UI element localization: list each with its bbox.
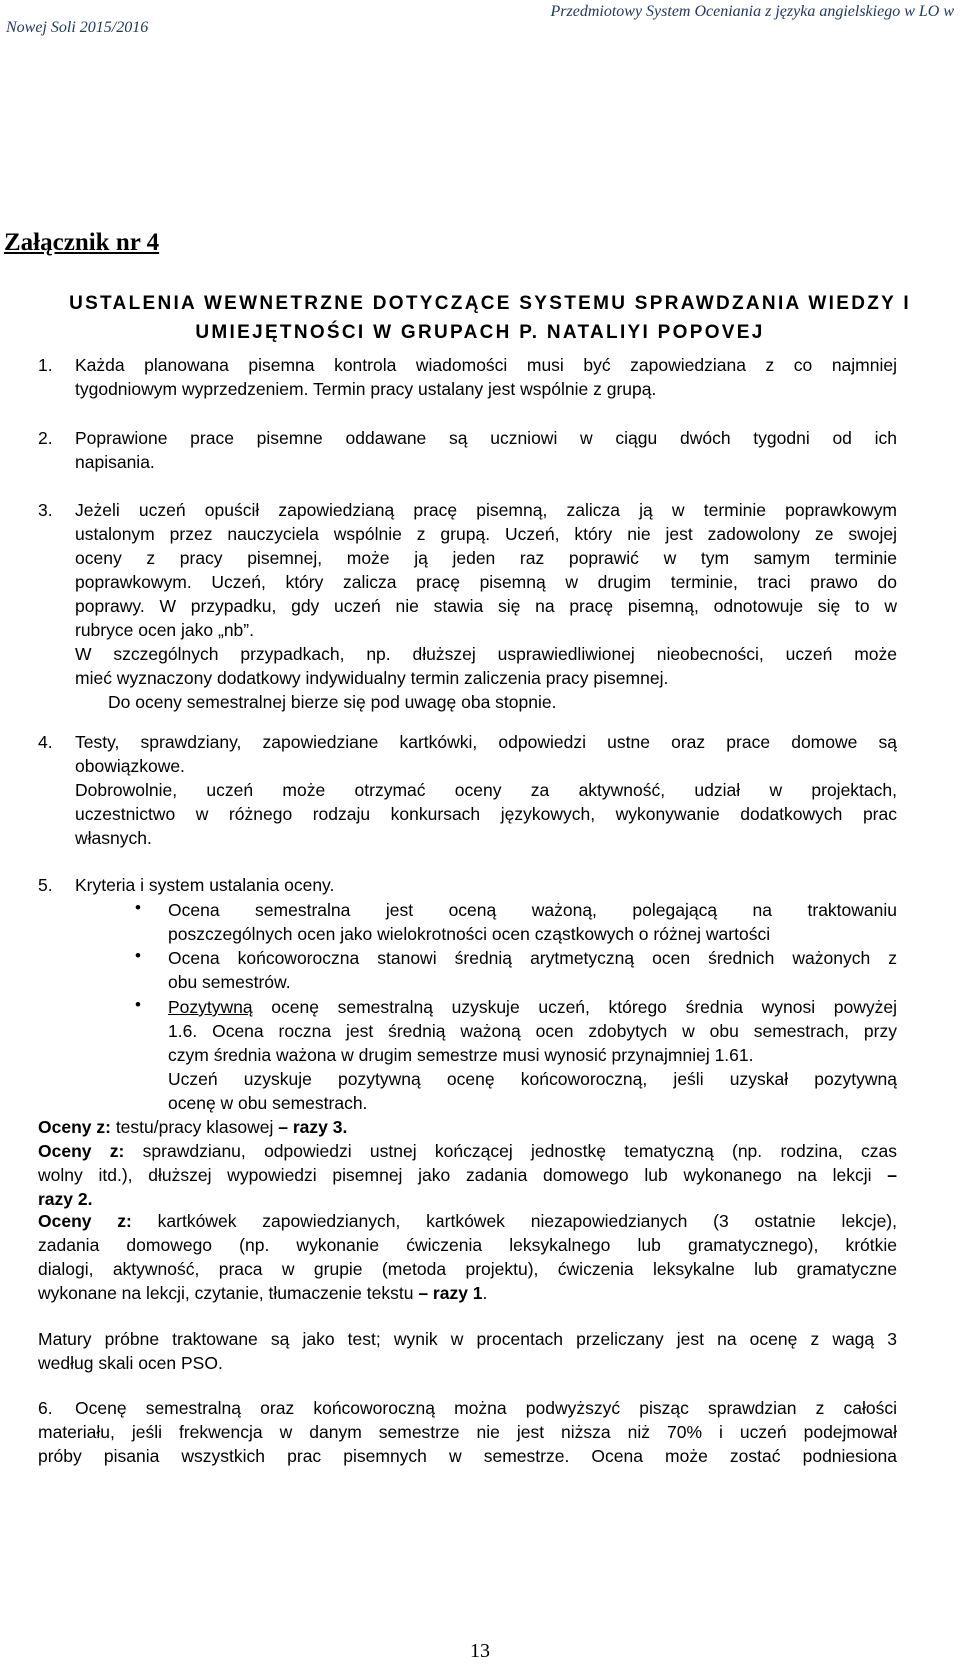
text-line: Poprawione prace pisemne oddawane są uczniowi w ciągu dwóch tygodni od ich — [75, 428, 897, 448]
matury-paragraph — [38, 1327, 897, 1375]
bullet-icon: • — [135, 995, 141, 1014]
text-line: obu semestrów. — [168, 972, 291, 992]
item-5-number: 5. — [38, 875, 53, 895]
text-line: dialogi, aktywność, praca w grupie (metoda projektu), ćwiczenia leksykalne lub gramatyczne — [38, 1259, 897, 1279]
text-line: W szczególnych przypadkach, np. dłuższej usprawiedliwionej nieobecności, uczeń może — [75, 644, 897, 664]
item-2-text — [75, 426, 897, 474]
underlined-word: Pozytywną — [168, 997, 253, 1017]
weight-dash: – — [887, 1165, 897, 1185]
bullet-icon: • — [135, 898, 141, 917]
text-line: 1.6. Ocena roczna jest średnią ważoną ocen zdobytych w obu semestrach, przy — [168, 1021, 897, 1041]
text-line: Kryteria i system ustalania oceny. — [75, 875, 335, 895]
text-line: próby pisania wszystkich prac pisemnych w semestrze. Ocena może zostać podniesiona — [38, 1446, 897, 1466]
text-line: Każda planowana pisemna kontrola wiadomości musi być zapowiedziana z co najmniej — [75, 355, 897, 375]
bullet-1-text — [168, 898, 897, 946]
text-line: własnych. — [75, 828, 152, 848]
weight-value: – razy 3. — [278, 1117, 348, 1137]
item-1-text — [75, 353, 897, 401]
weight-1-paragraph — [38, 1209, 897, 1305]
text-line: poszczególnych ocen jako wielokrotności ocen cząstkowych o różnej wartości — [168, 924, 771, 944]
text-fragment: testu/pracy klasowej — [110, 1117, 279, 1137]
text-fragment: wykonane na lekcji, czytanie, tłumaczenie tekstu — [38, 1283, 419, 1303]
text-line: ustalonym przez nauczyciela wspólnie z grupą. Uczeń, który nie jest zadowolony ze swojej — [75, 524, 897, 544]
text-fragment: wolny itd.), dłuższej wypowiedzi pisemnej jako zadania domowego lub wykonanego na lekcji — [38, 1165, 888, 1185]
item-4-number: 4. — [38, 732, 53, 752]
weight-label: Oceny z: — [38, 1141, 125, 1161]
text-line: rubryce ocen jako „nb”. — [75, 620, 254, 640]
text-line — [38, 1163, 897, 1187]
text-line: tygodniowym wyprzedzeniem. Termin pracy ustalany jest wspólnie z grupą. — [75, 379, 657, 399]
text-fragment: ocenę semestralną uzyskuje uczeń, którego średnia wynosi powyżej — [252, 997, 897, 1017]
item-6-number: 6. — [38, 1398, 53, 1418]
text-fragment: sprawdzianu, odpowiedzi ustnej kończącej jednostkę tematyczną (np. rodzina, czas — [124, 1141, 897, 1161]
text-line: materiału, jeśli frekwencja w danym semestrze nie jest niższa niż 70% i uczeń podejmował — [38, 1422, 897, 1442]
text-line: Ocena semestralna jest oceną ważoną, polegającą na traktowaniu — [168, 900, 897, 920]
weight-value: razy 2. — [38, 1189, 93, 1209]
weight-label: Oceny z: — [38, 1117, 111, 1137]
document-title-line-1: USTALENIA WEWNETRZNE DOTYCZĄCE SYSTEMU SPRAWDZANIA WIEDZY I — [69, 293, 911, 314]
page-number: 13 — [470, 1640, 490, 1662]
text-line: Do oceny semestralnej bierze się pod uwagę oba stopnie. — [108, 692, 557, 712]
text-line: Testy, sprawdziany, zapowiedziane kartkówki, odpowiedzi ustne oraz prace domowe są — [75, 732, 897, 752]
annex-title: Załącznik nr 4 — [4, 229, 160, 256]
text-line: czym średnia ważona w drugim semestrze musi wynosić przynajmniej 1.61. — [168, 1045, 754, 1065]
text-line: Uczeń uzyskuje pozytywną ocenę końcoworoczną, jeśli uzyskał pozytywną — [168, 1069, 897, 1089]
bullet-2-text — [168, 946, 897, 994]
text-line: Ocenę semestralną oraz końcoworoczną można podwyższyć pisząc sprawdzian z całości — [75, 1398, 897, 1418]
text-line: mieć wyznaczony dodatkowy indywidualny termin zaliczenia pracy pisemnej. — [75, 668, 669, 688]
item-3-number: 3. — [38, 500, 53, 520]
text-line — [38, 1209, 897, 1233]
text-line: Dobrowolnie, uczeń może otrzymać oceny za aktywność, udział w projektach, — [75, 780, 897, 800]
bullet-icon: • — [135, 946, 141, 965]
weight-value: – razy 1 — [418, 1283, 483, 1303]
item-4-text — [75, 730, 897, 850]
text-line: zadania domowego (np. wykonanie ćwiczenia leksykalnego lub gramatycznego), krótkie — [38, 1235, 897, 1255]
document-title-line-2: UMIEJĘTNOŚCI W GRUPACH P. NATALIYI POPOVEJ — [195, 322, 765, 343]
weight-label: Oceny z: — [38, 1211, 132, 1231]
text-line — [38, 1281, 897, 1305]
bullet-3-text — [168, 995, 897, 1115]
text-line: Jeżeli uczeń opuścił zapowiedzianą pracę pisemną, zalicza ją w terminie poprawkowym — [75, 500, 897, 520]
text-line: według skali ocen PSO. — [38, 1353, 223, 1373]
text-line — [38, 1115, 897, 1139]
text-line — [168, 995, 897, 1019]
weight-2-paragraph — [38, 1139, 897, 1211]
item-1-number: 1. — [38, 355, 53, 375]
text-line: poprawy. W przypadku, gdy uczeń nie stawia się na pracę pisemną, odnotowuje się to w — [75, 596, 897, 616]
text-line: uczestnictwo w różnego rodzaju konkursach językowych, wykonywanie dodatkowych prac — [75, 804, 897, 824]
item-6-first-line — [75, 1396, 897, 1420]
text-line: Matury próbne traktowane są jako test; wynik w procentach przeliczany jest na ocenę z wagą 3 — [38, 1329, 897, 1349]
weight-3-paragraph — [38, 1115, 897, 1139]
text-line: ocenę w obu semestrach. — [168, 1093, 368, 1113]
item-6-text — [38, 1420, 897, 1468]
text-fragment: . — [482, 1283, 488, 1303]
text-fragment: kartkówek zapowiedzianych, kartkówek niezapowiedzianych (3 ostatnie lekcje), — [131, 1211, 897, 1231]
text-line — [38, 1187, 897, 1211]
text-line: obowiązkowe. — [75, 756, 185, 776]
header-document-title: Przedmiotowy System Oceniania z języka angielskiego w LO w — [550, 3, 954, 20]
text-line — [38, 1139, 897, 1163]
text-line: Ocena końcoworoczna stanowi średnią arytmetyczną ocen średnich ważonych z — [168, 948, 897, 968]
text-line: oceny z pracy pisemnej, może ją jeden raz poprawić w tym samym terminie — [75, 548, 897, 568]
header-school-year: Nowej Soli 2015/2016 — [6, 19, 149, 36]
item-5-heading — [75, 873, 897, 897]
item-2-number: 2. — [38, 428, 53, 448]
text-line: napisania. — [75, 452, 155, 472]
text-line: poprawkowym. Uczeń, który zalicza pracę pisemną w drugim terminie, traci prawo do — [75, 572, 897, 592]
item-3-text — [75, 498, 897, 714]
